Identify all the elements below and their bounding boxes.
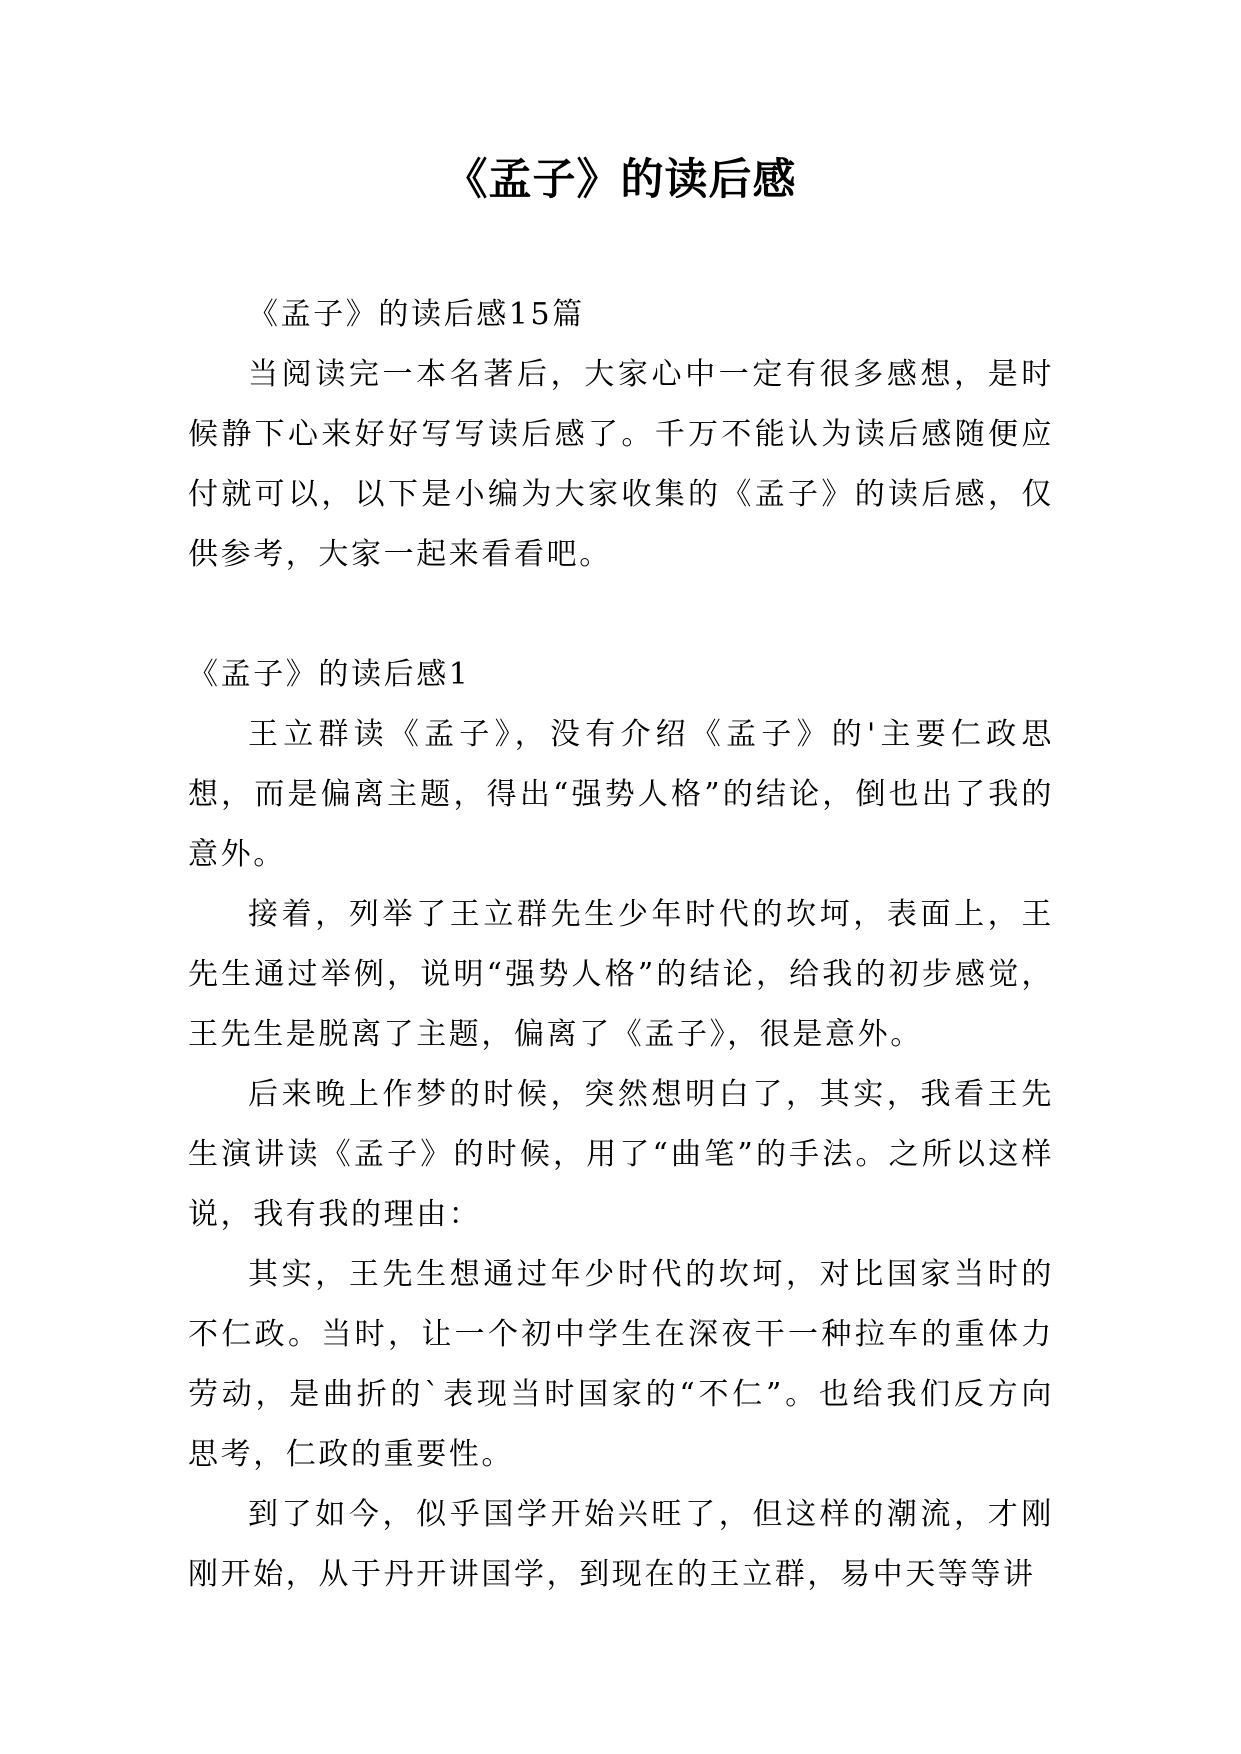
intro-paragraph: 当阅读完一本名著后，大家心中一定有很多感想，是时候静下心来好好写写读后感了。千万不能认为读后感随便应付就可以，以下是小编为大家收集的《孟子》的读后感，仅供参考，大家一起来看看吧。 — [188, 357, 1054, 572]
body-paragraph: 接着，列举了王立群先生少年时代的坎坷，表面上，王先生通过举例，说明“强势人格”的结论，给我的初步感觉，王先生是脱离了主题，偏离了《孟子》，很是意外。 — [188, 897, 1054, 1052]
body-paragraph: 王立群读《孟子》，没有介绍《孟子》的'主要仁政思想，而是偏离主题，得出“强势人格”的结论，倒也出了我的意外。 — [188, 717, 1054, 872]
document-body — [188, 285, 1054, 1605]
body-paragraph: 到了如今，似乎国学开始兴旺了，但这样的潮流，才刚刚开始，从于丹开讲国学，到现在的王立群，易中天等等讲 — [188, 1497, 1054, 1592]
document-title: 《孟子》的读后感 — [444, 155, 797, 205]
section-heading: 《孟子》的读后感1 — [188, 657, 471, 692]
body-paragraph: 其实，王先生想通过年少时代的坎坷，对比国家当时的不仁政。当时，让一个初中学生在深夜干一种拉车的重体力劳动，是曲折的`表现当时国家的“不仁”。也给我们反方向思考，仁政的重要性。 — [188, 1257, 1054, 1472]
body-paragraph: 后来晚上作梦的时候，突然想明白了，其实，我看王先生演讲读《孟子》的时候，用了“曲笔”的手法。之所以这样说，我有我的理由： — [188, 1077, 1054, 1232]
document-subtitle: 《孟子》的读后感15篇 — [248, 297, 585, 332]
